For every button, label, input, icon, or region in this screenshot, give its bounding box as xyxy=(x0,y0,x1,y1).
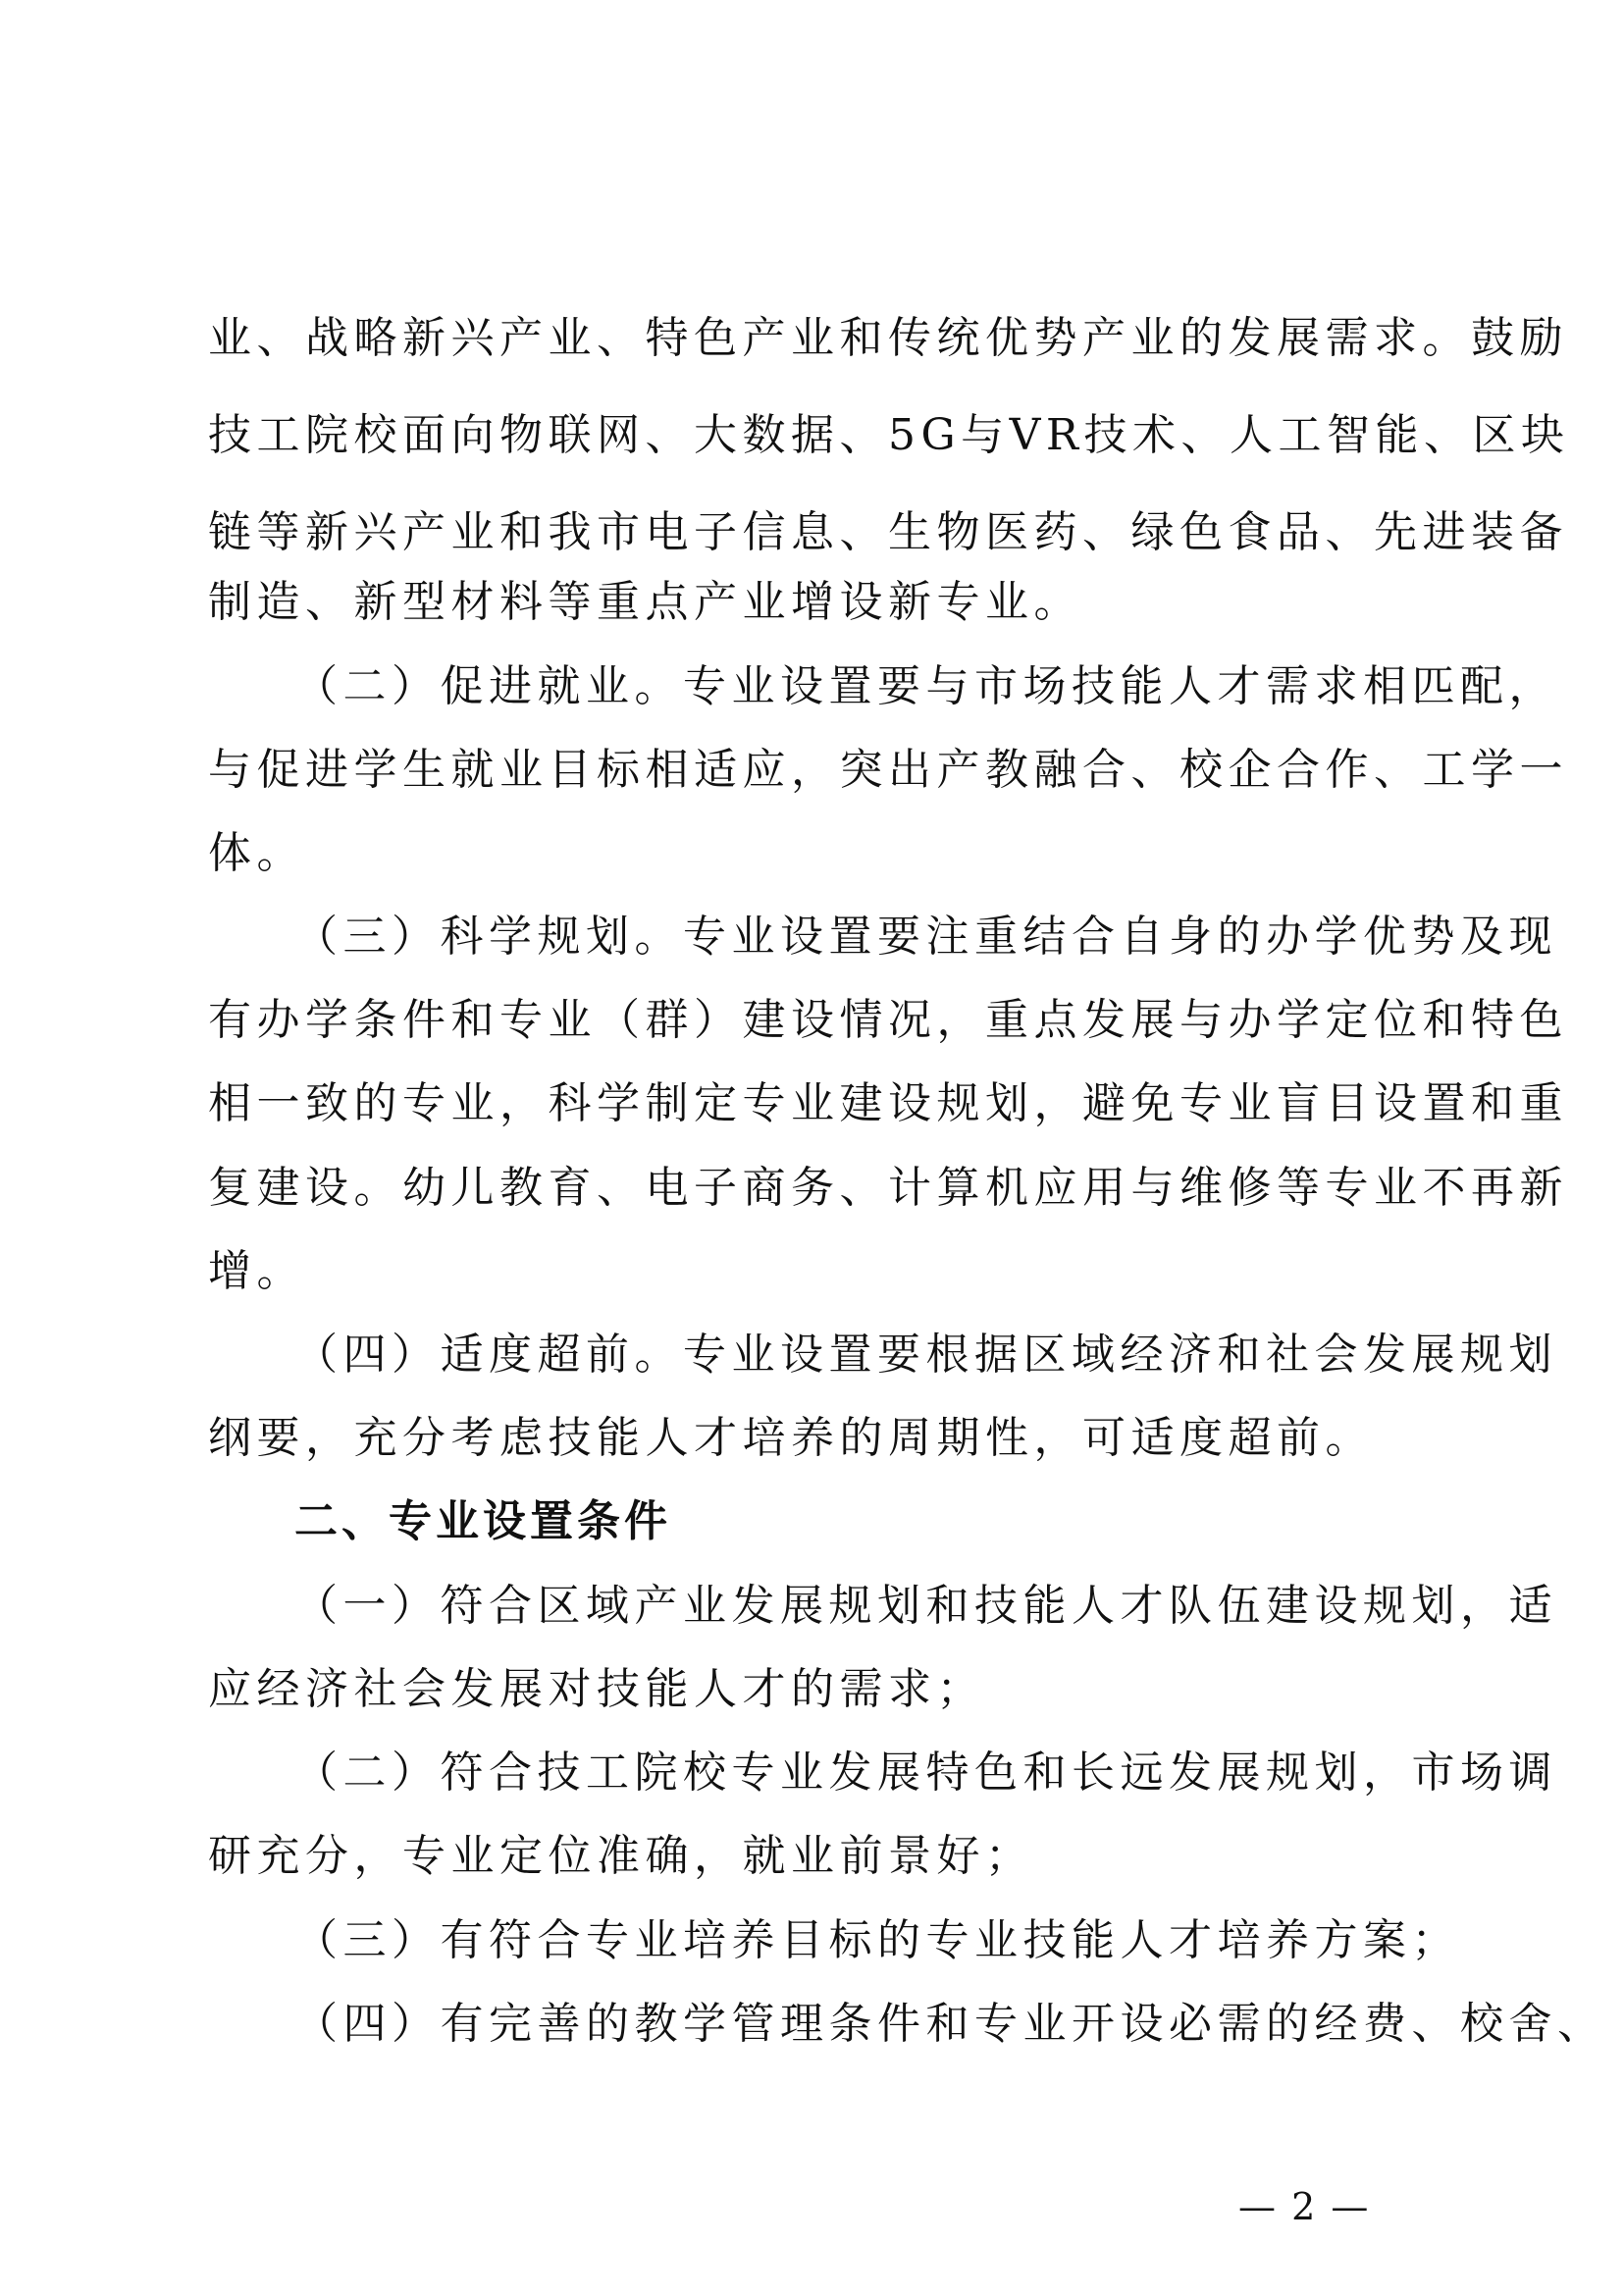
paragraph-line: （三）有符合专业培养目标的专业技能人才培养方案； xyxy=(294,1915,1460,1965)
paragraph-line: 体。 xyxy=(208,828,305,878)
paragraph-line: 技工院校面向物联网、大数据、5G与VR技术、人工智能、区块 xyxy=(208,410,1570,460)
paragraph-line: 复建设。幼儿教育、电子商务、计算机应用与维修等专业不再新 xyxy=(208,1163,1568,1213)
paragraph-line: 业、战略新兴产业、特色产业和传统优势产业的发展需求。鼓励 xyxy=(208,313,1568,363)
paragraph-line: 研充分，专业定位准确，就业前景好； xyxy=(208,1831,1034,1881)
paragraph-line: 与促进学生就业目标相适应，突出产教融合、校企合作、工学一 xyxy=(208,745,1568,795)
paragraph-line: 应经济社会发展对技能人才的需求； xyxy=(208,1664,985,1714)
paragraph-line: 制造、新型材料等重点产业增设新专业。 xyxy=(208,577,1082,627)
paragraph-line: （二）符合技工院校专业发展特色和长远发展规划，市场调 xyxy=(294,1748,1557,1798)
paragraph-line: 相一致的专业，科学制定专业建设规划，避免专业盲目设置和重 xyxy=(208,1078,1568,1128)
paragraph-line: 链等新兴产业和我市电子信息、生物医药、绿色食品、先进装备 xyxy=(208,507,1568,557)
paragraph-line: （四）适度超前。专业设置要根据区域经济和社会发展规划 xyxy=(294,1330,1557,1380)
section-heading: 二、专业设置条件 xyxy=(294,1496,671,1546)
paragraph-line: 纲要，充分考虑技能人才培养的周期性，可适度超前。 xyxy=(208,1413,1374,1463)
paragraph-line: （四）有完善的教学管理条件和专业开设必需的经费、校舍、 xyxy=(294,1999,1606,2049)
paragraph-line: （二）促进就业。专业设置要与市场技能人才需求相匹配， xyxy=(294,661,1557,711)
paragraph-line: （一）符合区域产业发展规划和技能人才队伍建设规划，适 xyxy=(294,1581,1557,1631)
paragraph-line: 有办学条件和专业（群）建设情况，重点发展与办学定位和特色 xyxy=(208,995,1568,1045)
paragraph-line: 增。 xyxy=(208,1246,305,1296)
page-number: — 2 — xyxy=(1238,2185,1371,2228)
paragraph-line: （三）科学规划。专业设置要注重结合自身的办学优势及现 xyxy=(294,912,1557,962)
